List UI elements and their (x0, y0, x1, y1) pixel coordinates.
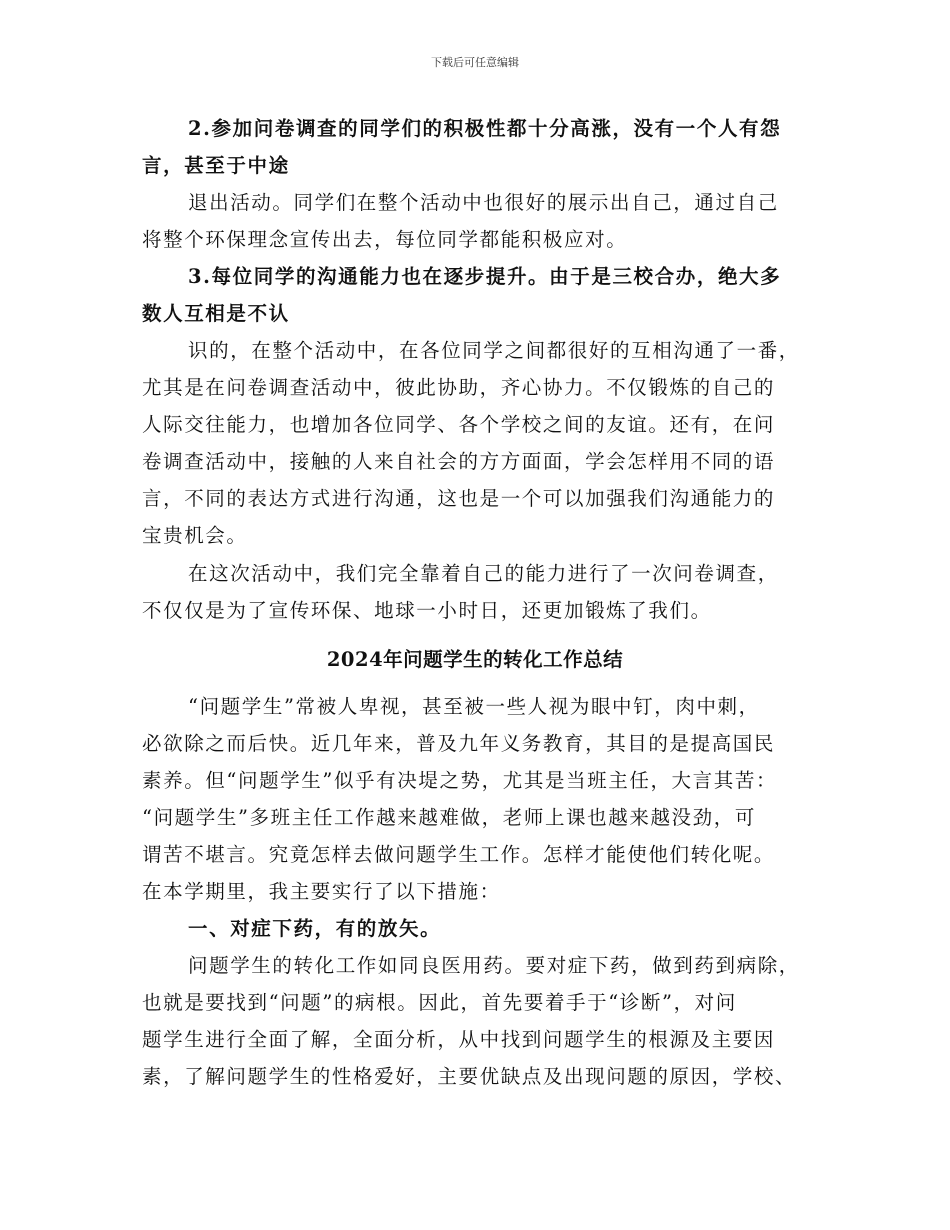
paragraph-line: 题学生进行全面了解，全面分析，从中找到问题学生的根源及主要因 (142, 1028, 776, 1051)
paragraph-line: 谓苦不堪言。究竟怎样去做问题学生工作。怎样才能使他们转化呢。 (142, 843, 776, 866)
paragraph-line: 识的，在整个活动中，在各位同学之间都很好的互相沟通了一番， (188, 339, 800, 362)
item2-heading-line1: 2.参加问卷调查的同学们的积极性都十分高涨，没有一个人有怨 (188, 117, 782, 140)
page-header: 下载后可任意编辑 (431, 56, 519, 69)
paragraph-line: 必欲除之而后快。近几年来，普及九年义务教育，其目的是提高国民 (142, 732, 776, 755)
paragraph-line: 宝贵机会。 (142, 524, 248, 547)
paragraph-line: 也就是要找到“问题”的病根。因此，首先要着手于“诊断”，对问 (142, 991, 737, 1014)
paragraph-line: 将整个环保理念宣传出去，每位同学都能积极应对。 (142, 228, 628, 251)
paragraph-line: 卷调查活动中，接触的人来自社会的方方面面，学会怎样用不同的语 (142, 450, 776, 473)
paragraph-line: 不仅仅是为了宣传环保、地球一小时日，还更加锻炼了我们。 (142, 599, 712, 622)
paragraph-line: 在这次活动中，我们完全靠着自己的能力进行了一次问卷调查， (188, 562, 779, 585)
document-title: 2024年问题学生的转化工作总结 (326, 648, 624, 671)
paragraph-line: 尤其是在问卷调查活动中，彼此协助，齐心协力。不仅锻炼的自己的 (142, 376, 776, 399)
paragraph-line: 在本学期里，我主要实行了以下措施： (142, 880, 501, 903)
paragraph-line: 问题学生的转化工作如同良医用药。要对症下药，做到药到病除， (188, 954, 800, 977)
item3-heading-line1: 3.每位同学的沟通能力也在逐步提升。由于是三校合办，绝大多 (188, 265, 782, 288)
paragraph-line: 人际交往能力，也增加各位同学、各个学校之间的友谊。还有，在问 (142, 413, 776, 436)
paragraph-line: “问题学生”多班主任工作越来越难做，老师上课也越来越没劲，可 (142, 806, 756, 829)
paragraph-line: “问题学生”常被人卑视，甚至被一些人视为眼中钉，肉中刺， (188, 695, 760, 718)
paragraph-line: 素，了解问题学生的性格爱好，主要优缺点及出现问题的原因，学校、 (142, 1065, 797, 1088)
paragraph-line: 言，不同的表达方式进行沟通，这也是一个可以加强我们沟通能力的 (142, 487, 776, 510)
item2-heading-line2: 言，甚至于中途 (142, 154, 290, 177)
section-heading-1: 一、对症下药，有的放矢。 (188, 917, 442, 940)
paragraph-line: 退出活动。同学们在整个活动中也很好的展示出自己，通过自己 (188, 191, 779, 214)
paragraph-line: 素养。但“问题学生”似乎有决堤之势，尤其是当班主任，大言其苦： (142, 769, 778, 792)
item3-heading-line2: 数人互相是不认 (142, 302, 290, 325)
